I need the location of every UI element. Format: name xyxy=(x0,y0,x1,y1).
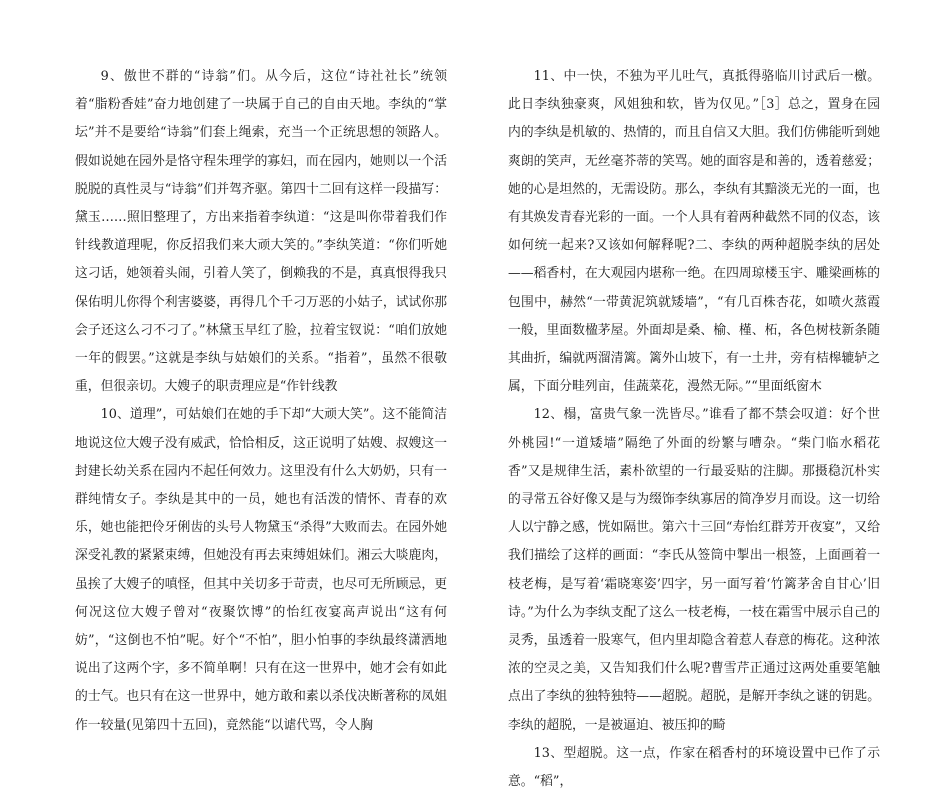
paragraph-10: 10、道理”，可姑娘们在她的手下却“大顽大笑”。这不能简洁地说这位大嫂子没有威武，恰恰相反，这正说明了姑嫂、叔嫂这一封建长幼关系在园内不起任何效力。这里没有什么大奶奶，只有一群纯情女子。李纨是其中的一员，她也有活泼的情怀、青春的欢乐，她也能把伶牙俐齿的头号人物黛玉“杀得”大败而去。在园外她深受礼教的紧紧束缚，但她没有再去束缚姐妹们。湘云大啖鹿肉，虽挨了大嫂子的嗔怪，但其中关切多于苛责，也尽可无所顾忌，更何况这位大嫂子曾对“夜聚饮博”的怡红夜宴高声说出“这有何妨”，“这倒也不怕”呢。好个“不怕”，胆小怕事的李纨最终潇洒地说出了这两个字，多不简单啊！只有在这一世界中，她才会有如此的士气。也只有在这一世界中，她方敢和素以杀伐决断著称的凤姐作一较量(见第四十五回)，竟然能“以谑代骂，令人胸 xyxy=(75,407,447,733)
paragraph-13: 13、型超脱。这一点，作家在稻香村的环境设置中已作了示意。“稻”， xyxy=(508,745,880,790)
paragraph-12: 12、榻，富贵气象一洗皆尽。”谁看了都不禁会叹道：好个世外桃园!“一道矮墙”隔绝了外面的纷繁与嘈杂。“柴门临水稻花香”又是规律生活，素朴欲望的一行最妥贴的注脚。那摄稳沉朴实的寻常五谷好像又是与为缀饰李纨寡居的简净岁月而设。这一切给人以宁静之感，恍如隔世。第六十三回“寿怡红群芳开夜宴”，又给我们描绘了这样的画面：“李氏从签筒中掣出一根签，上面画着一枝老梅，是写着‘霜晓寒姿’四字，另一面写着‘竹篱茅舍自甘心’旧诗。”为什么为李纨支配了这么一枝老梅，一枝在霜雪中展示自己的灵秀，虽透着一股寒气，但内里却隐含着惹人春意的梅花。这种浓浓的空灵之美，又告知我们什么呢?曹雪芹正通过这两处重要笔触点出了李纨的独特独特——超脱。超脱，是解开李纨之谜的钥匙。李纨的超脱，一是被逼迫、被压抑的畸 xyxy=(508,407,880,733)
left-text-column xyxy=(75,63,447,740)
paragraph-9: 9、傲世不群的“诗翁”们。从今后，这位“诗社社长”统领着“脂粉香娃”奋力地创建了一块属于自己的自由天地。李纨的“掌坛”并不是要给“诗翁”们套上绳索，充当一个正统思想的领路人。假如说她在园外是恪守程朱理学的寡妇，而在园内，她则以一个活脱脱的真性灵与“诗翁”们并驾齐驱。第四十二回有这样一段描写：黛玉……照旧整理了，方出来指着李纨道：“这是叫你带着我们作针线教道理呢，你反招我们来大顽大笑的。”李纨笑道：“你们听她这刁话，她领着头闹，引着人笑了，倒赖我的不是，真真恨得我只保佑明儿你得个利害婆婆，再得几个千刁万恶的小姑子，试试你那会子还这么刁不刁了。”林黛玉早红了脸，拉着宝钗说：“咱们放她一年的假罢。”这就是李纨与姑娘们的关系。“指着”，虽然不很敬重，但很亲切。大嫂子的职责理应是“作针线教 xyxy=(75,69,447,395)
paragraph-11: 11、中一快，不独为平儿吐气，真抵得骆临川讨武后一檄。此日李纨独豪爽，风姐独和软，皆为仅见。”［3］总之，置身在园内的李纨是机敏的、热情的，而且自信又大胆。我们仿佛能听到她爽朗的笑声，无丝毫芥蒂的笑骂。她的面容是和善的，透着慈爱；她的心是坦然的，无需设防。那么，李纨有其黯淡无光的一面，也有其焕发青春光彩的一面。一个人具有着两种截然不同的仪态，该如何统一起来?又该如何解释呢?二、李纨的两种超脱李纨的居处——稻香村，在大观园内堪称一绝。在四周琼楼玉宇、雕梁画栋的包围中，赫然“一带黄泥筑就矮墙”，“有几百株杏花，如喷火蒸霞一般，里面数楹茅屋。外面却是桑、榆、槿、柘，各色树枝新条随其曲折，编就两溜清篱。篱外山坡下，有一土井，旁有桔槔辘轳之属，下面分畦列亩，佳蔬菜花，漫然无际。”“里面纸窗木 xyxy=(508,69,880,395)
right-text-column xyxy=(508,63,880,796)
